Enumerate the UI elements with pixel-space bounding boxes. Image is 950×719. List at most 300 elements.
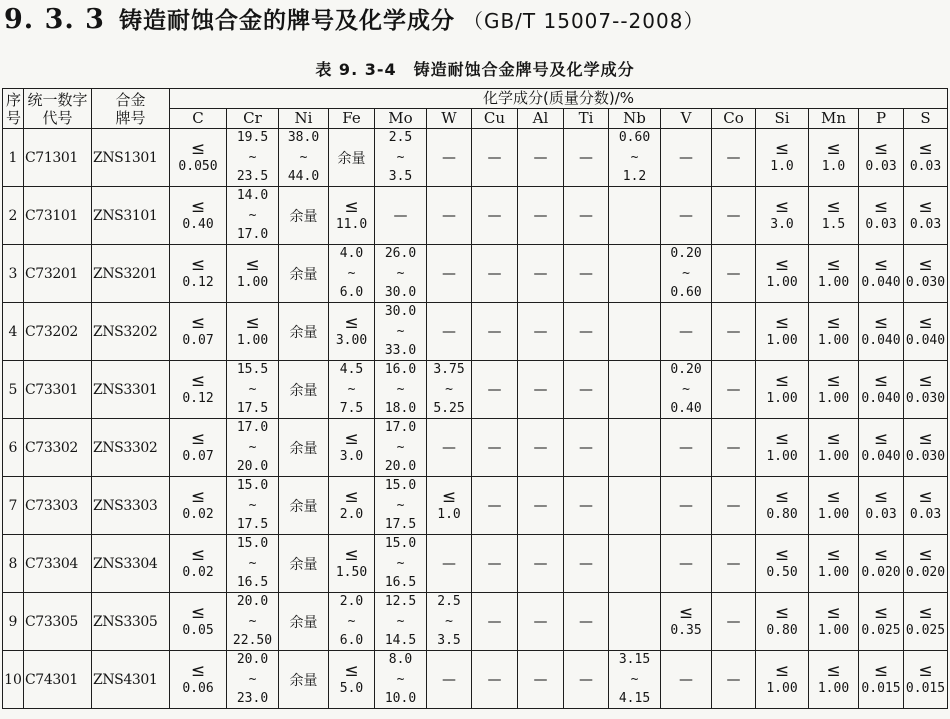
- cell-co: —: [712, 361, 756, 419]
- range-min: 4.0: [339, 246, 364, 261]
- alloy-grade: ZNS3303: [92, 477, 170, 535]
- le-symbol: ≤: [918, 486, 933, 507]
- unified-code: C71301: [24, 129, 92, 187]
- le-symbol: ≤: [245, 254, 260, 275]
- cell-co: —: [712, 477, 756, 535]
- unified-code: C73301: [24, 361, 92, 419]
- range-min: 3.15: [618, 652, 651, 667]
- cell-mn: [809, 303, 859, 361]
- le-symbol: ≤: [918, 138, 933, 159]
- le-symbol: ≤: [190, 544, 206, 565]
- cell-mo: [375, 245, 427, 303]
- table-row: [3, 245, 948, 303]
- cell-c: [170, 187, 227, 245]
- header-element-al: Al: [518, 109, 564, 129]
- cell-v: —: [661, 535, 712, 593]
- table-row: [3, 361, 948, 419]
- max-value: 2.0: [339, 506, 364, 522]
- max-value: 1.00: [766, 332, 798, 348]
- max-value: 0.02: [182, 506, 214, 522]
- cell-v: —: [661, 419, 712, 477]
- range-max: 18.0: [384, 401, 417, 416]
- cell-cr: [227, 651, 279, 709]
- range-tilde: ~: [682, 381, 690, 397]
- section-heading: [4, 2, 704, 38]
- max-value: 1.00: [817, 564, 850, 580]
- range-min: 19.5: [236, 130, 269, 145]
- header-element-ti: Ti: [564, 109, 609, 129]
- header-element-nb: Nb: [609, 109, 661, 129]
- cell-al: —: [518, 245, 564, 303]
- cell-cu: —: [472, 593, 518, 651]
- header-grade: 合金牌号: [92, 89, 170, 129]
- max-value: 0.020: [861, 564, 901, 580]
- cell-si: [756, 593, 809, 651]
- le-symbol: ≤: [918, 370, 933, 391]
- cell-cr: [227, 477, 279, 535]
- max-value: 0.025: [905, 622, 946, 638]
- range-min: 15.0: [236, 478, 269, 493]
- le-symbol: ≤: [774, 660, 790, 681]
- cell-mn: [809, 593, 859, 651]
- cell-w: —: [427, 245, 472, 303]
- cell-cu: —: [472, 477, 518, 535]
- header-element-s: S: [904, 109, 948, 129]
- range-tilde: ~: [396, 613, 405, 629]
- cell-fe: [329, 535, 375, 593]
- cell-ni: 余量: [279, 303, 329, 361]
- max-value: 0.06: [182, 680, 214, 696]
- row-number: 5: [3, 361, 24, 419]
- cell-cu: —: [472, 129, 518, 187]
- section-number: 9. 3. 3: [4, 4, 105, 35]
- cell-fe: [329, 361, 375, 419]
- range-max: 20.0: [384, 459, 417, 474]
- header-element-si: Si: [756, 109, 809, 129]
- cell-v: —: [661, 187, 712, 245]
- cell-v: [661, 361, 712, 419]
- cell-mn: [809, 477, 859, 535]
- range-min: 2.5: [437, 594, 461, 609]
- le-symbol: ≤: [190, 138, 206, 159]
- le-symbol: ≤: [678, 602, 694, 623]
- cell-fe: [329, 303, 375, 361]
- row-number: 1: [3, 129, 24, 187]
- cell-w: —: [427, 187, 472, 245]
- le-symbol: ≤: [190, 196, 206, 217]
- le-symbol: ≤: [918, 602, 933, 623]
- row-number: 2: [3, 187, 24, 245]
- range-tilde: ~: [248, 439, 257, 455]
- le-symbol: ≤: [873, 312, 889, 333]
- range-min: 14.0: [236, 188, 269, 203]
- header-no: 序号: [3, 89, 24, 129]
- le-symbol: ≤: [826, 196, 841, 217]
- le-symbol: ≤: [873, 196, 889, 217]
- cell-co: —: [712, 129, 756, 187]
- le-symbol: ≤: [344, 486, 359, 507]
- max-value: 0.05: [182, 622, 214, 638]
- le-symbol: ≤: [826, 370, 841, 391]
- unified-code: C73303: [24, 477, 92, 535]
- table-row: [3, 303, 948, 361]
- cell-cu: —: [472, 361, 518, 419]
- max-value: 1.00: [766, 274, 798, 290]
- range-tilde: ~: [396, 671, 405, 687]
- cell-nb: [609, 129, 661, 187]
- max-value: 0.12: [182, 274, 214, 290]
- cell-mo: [375, 129, 427, 187]
- header-element-mn: Mn: [809, 109, 859, 129]
- range-min: 2.5: [388, 130, 413, 145]
- alloy-grade: ZNS3302: [92, 419, 170, 477]
- cell-ni: 余量: [279, 477, 329, 535]
- max-value: 0.030: [905, 274, 946, 290]
- cell-c: [170, 303, 227, 361]
- table-row: [3, 651, 948, 709]
- range-tilde: ~: [248, 613, 257, 629]
- cell-p: [859, 187, 904, 245]
- cell-p: [859, 245, 904, 303]
- le-symbol: ≤: [774, 370, 790, 391]
- max-value: 0.040: [861, 274, 901, 290]
- cell-p: [859, 535, 904, 593]
- cell-c: [170, 651, 227, 709]
- cell-ni: 余量: [279, 419, 329, 477]
- le-symbol: ≤: [826, 602, 841, 623]
- cell-co: —: [712, 187, 756, 245]
- row-number: 3: [3, 245, 24, 303]
- max-value: 0.015: [861, 680, 901, 696]
- max-value: 1.00: [817, 390, 850, 406]
- range-tilde: ~: [248, 207, 257, 223]
- cell-al: —: [518, 651, 564, 709]
- cell-ti: —: [564, 651, 609, 709]
- le-symbol: ≤: [344, 312, 359, 333]
- header-element-w: W: [427, 109, 472, 129]
- range-min: 0.60: [618, 130, 651, 145]
- range-min: 38.0: [287, 130, 320, 145]
- cell-si: [756, 303, 809, 361]
- max-value: 0.03: [909, 506, 942, 522]
- range-min: 26.0: [384, 246, 417, 261]
- le-symbol: ≤: [190, 370, 206, 391]
- cell-ti: —: [564, 477, 609, 535]
- max-value: 1.00: [817, 680, 850, 696]
- range-max: 20.0: [236, 459, 269, 474]
- cell-s: [904, 535, 948, 593]
- range-tilde: ~: [396, 555, 405, 571]
- row-number: 10: [3, 651, 24, 709]
- range-max: 16.5: [236, 575, 269, 590]
- range-tilde: ~: [248, 149, 257, 165]
- range-max: 5.25: [433, 401, 465, 416]
- cell-si: [756, 477, 809, 535]
- max-value: 0.80: [766, 622, 798, 638]
- cell-al: —: [518, 129, 564, 187]
- unified-code: C73302: [24, 419, 92, 477]
- range-tilde: ~: [630, 149, 639, 165]
- cell-ni: 余量: [279, 361, 329, 419]
- max-value: 0.50: [766, 564, 798, 580]
- cell-mo: [375, 535, 427, 593]
- cell-w: —: [427, 303, 472, 361]
- cell-mo: [375, 651, 427, 709]
- max-value: 1.5: [821, 216, 846, 232]
- le-symbol: ≤: [918, 428, 933, 449]
- cell-co: —: [712, 303, 756, 361]
- le-symbol: ≤: [873, 370, 889, 391]
- cell-s: [904, 361, 948, 419]
- cell-ni: 余量: [279, 187, 329, 245]
- cell-ni: 余量: [279, 651, 329, 709]
- le-symbol: ≤: [826, 428, 841, 449]
- le-symbol: ≤: [344, 196, 359, 217]
- max-value: 0.03: [865, 216, 897, 232]
- cell-cr: [227, 245, 279, 303]
- cell-al: —: [518, 419, 564, 477]
- header-code: 统一数字代号: [24, 89, 92, 129]
- range-min: 12.5: [384, 594, 417, 609]
- unified-code: C73305: [24, 593, 92, 651]
- cell-ti: —: [564, 593, 609, 651]
- le-symbol: ≤: [873, 138, 889, 159]
- table-row: [3, 419, 948, 477]
- range-min: 16.0: [384, 362, 417, 377]
- cell-cr: [227, 303, 279, 361]
- max-value: 1.00: [236, 332, 269, 348]
- cell-al: —: [518, 187, 564, 245]
- cell-mn: [809, 129, 859, 187]
- cell-s: [904, 593, 948, 651]
- le-symbol: ≤: [918, 196, 933, 217]
- table-row: [3, 535, 948, 593]
- max-value: 0.07: [182, 332, 214, 348]
- cell-co: —: [712, 593, 756, 651]
- header-element-fe: Fe: [329, 109, 375, 129]
- row-number: 7: [3, 477, 24, 535]
- max-value: 3.0: [770, 216, 794, 232]
- cell-cr: [227, 187, 279, 245]
- cell-fe: [329, 593, 375, 651]
- cell-nb: [609, 245, 661, 303]
- cell-si: [756, 361, 809, 419]
- max-value: 0.07: [182, 448, 214, 464]
- cell-p: [859, 651, 904, 709]
- cell-mn: [809, 361, 859, 419]
- header-element-cu: Cu: [472, 109, 518, 129]
- alloy-grade: ZNS3305: [92, 593, 170, 651]
- max-value: 0.030: [905, 390, 946, 406]
- cell-si: [756, 187, 809, 245]
- range-max: 1.2: [622, 169, 647, 184]
- cell-mo: [375, 593, 427, 651]
- le-symbol: ≤: [190, 312, 206, 333]
- cell-ni: 余量: [279, 593, 329, 651]
- range-min: 3.75: [433, 362, 465, 377]
- cell-ni: [279, 129, 329, 187]
- max-value: 1.00: [766, 448, 798, 464]
- alloy-grade: ZNS3201: [92, 245, 170, 303]
- cell-w: —: [427, 651, 472, 709]
- cell-c: [170, 535, 227, 593]
- cell-si: [756, 419, 809, 477]
- cell-mo: [375, 419, 427, 477]
- header-element-ni: Ni: [279, 109, 329, 129]
- cell-s: [904, 477, 948, 535]
- cell-c: [170, 361, 227, 419]
- max-value: 1.0: [437, 506, 461, 522]
- cell-al: —: [518, 593, 564, 651]
- max-value: 0.050: [178, 158, 218, 174]
- cell-mo: [375, 477, 427, 535]
- range-tilde: ~: [445, 613, 453, 629]
- cell-fe: 余量: [329, 129, 375, 187]
- cell-ti: —: [564, 187, 609, 245]
- range-max: 0.40: [670, 401, 702, 416]
- range-tilde: ~: [396, 497, 405, 513]
- cell-co: —: [712, 419, 756, 477]
- composition-table: [2, 88, 948, 709]
- cell-ni: 余量: [279, 245, 329, 303]
- section-title: 铸造耐蚀合金的牌号及化学成分: [118, 8, 455, 34]
- cell-mn: [809, 187, 859, 245]
- header-element-c: C: [170, 109, 227, 129]
- le-symbol: ≤: [873, 602, 889, 623]
- cell-ti: —: [564, 129, 609, 187]
- cell-fe: [329, 651, 375, 709]
- cell-w: —: [427, 535, 472, 593]
- le-symbol: ≤: [344, 544, 359, 565]
- max-value: 0.03: [909, 158, 942, 174]
- cell-cu: —: [472, 651, 518, 709]
- le-symbol: ≤: [190, 602, 206, 623]
- cell-v: —: [661, 477, 712, 535]
- max-value: 1.0: [821, 158, 846, 174]
- unified-code: C73202: [24, 303, 92, 361]
- cell-fe: [329, 419, 375, 477]
- cell-cu: —: [472, 303, 518, 361]
- range-min: 15.0: [384, 536, 417, 551]
- cell-p: [859, 303, 904, 361]
- cell-cr: [227, 361, 279, 419]
- cell-co: —: [712, 245, 756, 303]
- le-symbol: ≤: [344, 660, 359, 681]
- le-symbol: ≤: [826, 138, 841, 159]
- le-symbol: ≤: [826, 312, 841, 333]
- range-max: 3.5: [388, 169, 413, 184]
- le-symbol: ≤: [774, 196, 790, 217]
- cell-p: [859, 419, 904, 477]
- unified-code: C73304: [24, 535, 92, 593]
- cell-cu: —: [472, 245, 518, 303]
- max-value: 0.040: [861, 332, 901, 348]
- alloy-grade: ZNS1301: [92, 129, 170, 187]
- cell-al: —: [518, 535, 564, 593]
- max-value: 11.0: [335, 216, 368, 232]
- range-tilde: ~: [396, 323, 405, 339]
- max-value: 0.12: [182, 390, 214, 406]
- cell-ti: —: [564, 303, 609, 361]
- max-value: 1.00: [766, 390, 798, 406]
- cell-p: [859, 593, 904, 651]
- range-max: 30.0: [384, 285, 417, 300]
- header-element-cr: Cr: [227, 109, 279, 129]
- cell-c: [170, 593, 227, 651]
- cell-v: —: [661, 129, 712, 187]
- cell-w: —: [427, 419, 472, 477]
- header-chem-composition: 化学成分(质量分数)/%: [170, 89, 948, 109]
- le-symbol: ≤: [774, 254, 790, 275]
- cell-v: [661, 245, 712, 303]
- range-tilde: ~: [396, 439, 405, 455]
- range-min: 8.0: [388, 652, 413, 667]
- range-min: 20.0: [236, 594, 269, 609]
- cell-ti: —: [564, 419, 609, 477]
- table-row: [3, 187, 948, 245]
- table-row: [3, 477, 948, 535]
- range-max: 33.0: [384, 343, 417, 358]
- cell-v: [661, 593, 712, 651]
- range-min: 0.20: [670, 362, 702, 377]
- cell-c: [170, 129, 227, 187]
- cell-si: [756, 651, 809, 709]
- cell-c: [170, 245, 227, 303]
- cell-s: [904, 129, 948, 187]
- range-tilde: ~: [445, 381, 453, 397]
- le-symbol: ≤: [826, 660, 841, 681]
- cell-c: [170, 477, 227, 535]
- range-min: 30.0: [384, 304, 417, 319]
- range-tilde: ~: [396, 265, 405, 281]
- range-max: 3.5: [437, 633, 461, 648]
- range-tilde: ~: [248, 381, 257, 397]
- le-symbol: ≤: [774, 486, 790, 507]
- header-element-p: P: [859, 109, 904, 129]
- cell-v: —: [661, 303, 712, 361]
- range-min: 15.0: [384, 478, 417, 493]
- range-max: 44.0: [287, 169, 320, 184]
- le-symbol: ≤: [774, 544, 790, 565]
- cell-co: —: [712, 535, 756, 593]
- max-value: 0.03: [909, 216, 942, 232]
- max-value: 1.00: [766, 680, 798, 696]
- cell-si: [756, 129, 809, 187]
- range-min: 2.0: [339, 594, 364, 609]
- table-row: [3, 129, 948, 187]
- table-row: [3, 593, 948, 651]
- cell-ni: 余量: [279, 535, 329, 593]
- max-value: 1.00: [817, 622, 850, 638]
- cell-cr: [227, 593, 279, 651]
- unified-code: C73201: [24, 245, 92, 303]
- cell-s: [904, 419, 948, 477]
- max-value: 1.00: [817, 332, 850, 348]
- cell-nb: [609, 303, 661, 361]
- range-tilde: ~: [248, 555, 257, 571]
- range-tilde: ~: [347, 265, 356, 281]
- cell-co: —: [712, 651, 756, 709]
- le-symbol: ≤: [918, 254, 933, 275]
- le-symbol: ≤: [190, 428, 206, 449]
- cell-w: [427, 477, 472, 535]
- max-value: 0.040: [861, 390, 901, 406]
- cell-s: [904, 187, 948, 245]
- range-tilde: ~: [299, 149, 308, 165]
- max-value: 0.020: [905, 564, 946, 580]
- cell-s: [904, 303, 948, 361]
- cell-fe: [329, 187, 375, 245]
